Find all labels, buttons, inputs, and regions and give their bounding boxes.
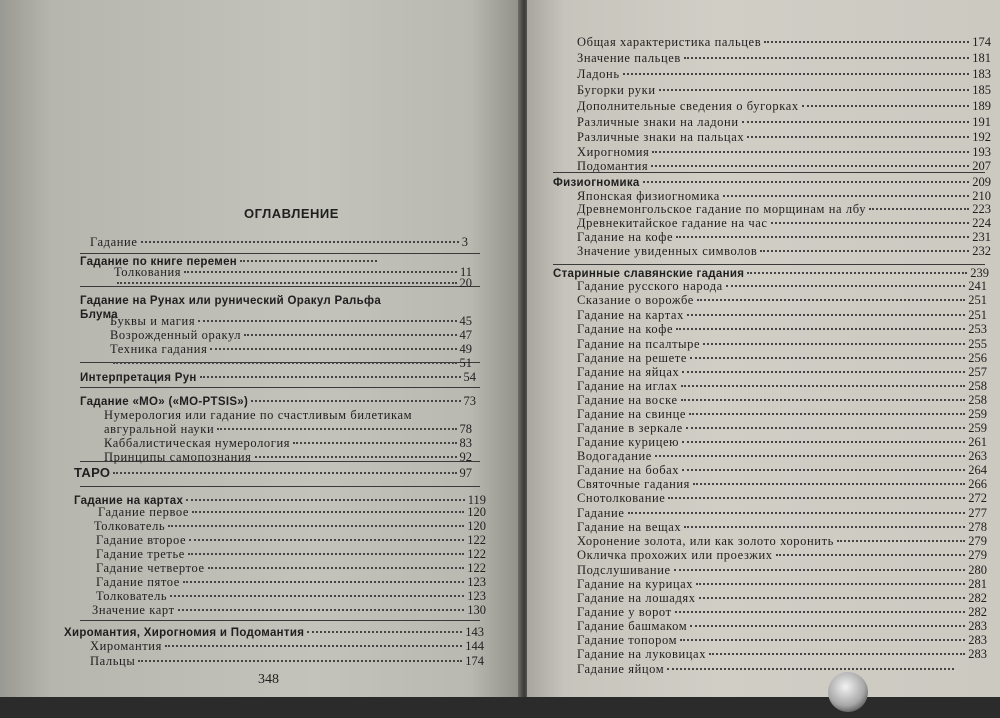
toc-entry-page: 272 [968, 491, 987, 505]
toc-entry-text: Древнекитайское гадание на час [577, 216, 768, 230]
toc-entry-text: Старинные славянские гадания [553, 268, 745, 280]
toc-entry-text: Хоронение золота, или как золото хоронить [577, 534, 834, 548]
toc-entry-page: 255 [968, 337, 987, 351]
dot-leader [699, 597, 966, 599]
dot-leader [682, 469, 965, 471]
dot-leader [747, 272, 967, 274]
toc-entry-page: 278 [968, 520, 987, 534]
toc-entry-page: 54 [463, 370, 476, 384]
toc-entry-page: 183 [972, 67, 991, 81]
dot-leader [184, 271, 457, 273]
toc-entry-page: 122 [467, 561, 486, 575]
toc-entry-text: Толкователь [94, 519, 166, 533]
toc-entry-page: 73 [463, 394, 476, 408]
right-page [527, 0, 1000, 697]
toc-entry-text: Нумерология или гадание по счастливым билетикам [104, 408, 413, 422]
toc-entry [577, 66, 991, 82]
toc-entry-page: 143 [465, 625, 484, 639]
toc-entry-text: Возрожденный оракул [110, 328, 242, 342]
toc-entry-page: 123 [467, 589, 486, 603]
dot-leader [170, 595, 464, 597]
toc-entry-text: Гадание у ворот [577, 605, 672, 619]
toc-entry [90, 234, 468, 250]
toc-entry [577, 158, 991, 174]
dot-leader [680, 639, 965, 641]
dot-leader [690, 625, 965, 627]
toc-entry-text: Физиогномика [553, 177, 640, 189]
dot-leader [703, 343, 965, 345]
toc-entry-page: 283 [968, 633, 987, 647]
toc-entry [577, 50, 991, 66]
toc-entry-page: 51 [459, 356, 472, 370]
toc-entry-text: Гадание на бобах [577, 463, 680, 477]
toc-entry-text: Различные знаки на ладони [577, 115, 739, 129]
toc-entry-text: Гадание на кофе [577, 230, 674, 244]
toc-entry-text: Гадание русского народа [577, 279, 723, 293]
toc-entry-text: Гадание в зеркале [577, 421, 683, 435]
dot-leader [240, 260, 377, 262]
toc-entry-page: 181 [972, 51, 991, 65]
toc-entry-page: 251 [968, 308, 987, 322]
toc-entry-text: Буквы и магия [110, 314, 196, 328]
toc-entry-text: Толкования [114, 265, 182, 279]
toc-entry-page: 122 [467, 533, 486, 547]
dot-leader [684, 57, 969, 59]
toc-entry-text: Гадание на лошадях [577, 591, 696, 605]
toc-entry-page: 189 [972, 99, 991, 113]
dot-leader [113, 362, 457, 364]
dot-leader [186, 499, 465, 501]
toc-entry-text: Гадание третье [96, 547, 185, 561]
toc-entry [577, 34, 991, 50]
toc-entry-text: Гадание на картах [74, 495, 184, 507]
dot-leader [113, 472, 456, 474]
dot-leader [165, 645, 462, 647]
toc-entry-page: 210 [972, 189, 991, 203]
toc-entry-text: Гадание [90, 235, 138, 249]
toc-title: ОГЛАВЛЕНИЕ [244, 206, 339, 221]
toc-entry-page: 207 [972, 159, 991, 173]
toc-entry-page: 47 [459, 328, 472, 342]
dot-leader [244, 334, 456, 336]
dot-leader [117, 282, 457, 284]
toc-entry-text: Техника гадания [110, 342, 208, 356]
toc-entry-page: 279 [968, 534, 987, 548]
dot-leader [141, 241, 459, 243]
toc-entry-page: 241 [968, 279, 987, 293]
dot-leader [200, 376, 461, 378]
dot-leader [686, 427, 966, 429]
toc-entry-page: 83 [459, 436, 472, 450]
toc-entry-page: 92 [459, 450, 472, 464]
toc-entry-page: 174 [465, 654, 484, 668]
dot-leader [659, 89, 970, 91]
toc-entry-text: Древнемонгольское гадание по морщинам на лбу [577, 202, 867, 216]
dot-leader [168, 525, 464, 527]
toc-entry-page: 97 [459, 466, 472, 480]
dot-leader [183, 581, 464, 583]
toc-entry-text: Гадание второе [96, 533, 187, 547]
dot-leader [293, 442, 456, 444]
toc-entry [577, 292, 987, 308]
toc-entry-page: 259 [968, 421, 987, 435]
toc-entry-text: Святочные гадания [577, 477, 691, 491]
dot-leader [689, 413, 965, 415]
toc-entry [92, 602, 486, 618]
dot-leader [687, 314, 965, 316]
toc-entry-text: Гадание на решете [577, 351, 687, 365]
toc-entry-text: Ладонь [577, 67, 620, 81]
toc-entry-text: Гадание на свинце [577, 407, 687, 421]
toc-entry-text: Сказание о ворожбе [577, 293, 694, 307]
toc-entry-text: Гадание на вещах [577, 520, 682, 534]
dot-leader [771, 222, 970, 224]
toc-entry [577, 646, 987, 662]
toc-entry-page: 258 [968, 379, 987, 393]
toc-entry-text: Принципы самопознания [104, 450, 252, 464]
toc-entry-text: Интерпретация Рун [80, 372, 197, 384]
toc-entry-text: Гадание яйцом [577, 662, 665, 676]
toc-entry-page: 123 [467, 575, 486, 589]
dot-leader [802, 105, 970, 107]
section-rule [80, 620, 480, 621]
toc-entry-page: 266 [968, 477, 987, 491]
dot-leader [676, 236, 969, 238]
toc-entry-page: 130 [467, 603, 486, 617]
toc-entry-text: Каббалистическая нумерология [104, 436, 291, 450]
section-rule [80, 387, 480, 388]
toc-entry-text: Гадание «МО» («МО-PTSIS») [80, 396, 249, 408]
toc-entry-page: 256 [968, 351, 987, 365]
toc-entry [577, 82, 991, 98]
dot-leader [682, 441, 965, 443]
dot-leader [652, 151, 969, 153]
toc-entry-page: 192 [972, 130, 991, 144]
toc-entry-text: Гадание пятое [96, 575, 180, 589]
toc-entry-text: Гадание на воске [577, 393, 678, 407]
dot-leader [668, 497, 965, 499]
dot-leader [651, 165, 969, 167]
toc-entry-text: Снотолкование [577, 491, 666, 505]
toc-entry-text: Хиромантия, Хирогномия и Подомантия [64, 627, 305, 639]
toc-entry-page: 261 [968, 435, 987, 449]
section-rule [80, 486, 480, 487]
dot-leader [655, 455, 965, 457]
toc-entry [577, 547, 987, 563]
toc-entry-text: Хирогномия [577, 145, 650, 159]
toc-entry [577, 321, 987, 337]
toc-entry-text: Гадание топором [577, 633, 678, 647]
dot-leader [726, 285, 965, 287]
toc-entry-page: 224 [972, 216, 991, 230]
toc-entry-page: 191 [972, 115, 991, 129]
dot-leader [628, 512, 966, 514]
dot-leader [747, 136, 969, 138]
toc-entry-text: Гадание по книге перемен [80, 256, 238, 268]
toc-entry-text: Гадание курицею [577, 435, 680, 449]
toc-section [80, 369, 476, 385]
toc-entry-text: Окличка прохожих или проезжих [577, 548, 773, 562]
toc-entry-text: Общая характеристика пальцев [577, 35, 762, 49]
toc-entry-text: Значение карт [92, 603, 175, 617]
dot-leader [684, 526, 965, 528]
toc-entry-page: 49 [459, 342, 472, 356]
toc-entry-text: Бугорки руки [577, 83, 656, 97]
toc-entry-page: 282 [968, 605, 987, 619]
dot-leader [674, 569, 966, 571]
dot-leader [251, 400, 460, 402]
dot-leader [760, 250, 969, 252]
toc-entry-text: авгуральной науки [104, 422, 215, 436]
toc-entry-text: Гадание на иглах [577, 379, 678, 393]
toc-entry-text: Подслушивание [577, 563, 671, 577]
toc-entry-page: 231 [972, 230, 991, 244]
toc-entry-text: Пальцы [90, 654, 136, 668]
toc-entry-page: 239 [970, 266, 989, 280]
toc-entry-text: Гадание на кофе [577, 322, 674, 336]
toc-entry-text: ТАРО [74, 465, 111, 480]
page-number: 348 [258, 672, 279, 687]
dot-leader [307, 631, 462, 633]
toc-entry-page: 119 [467, 493, 486, 507]
dot-leader [776, 554, 966, 556]
toc-entry [577, 490, 987, 506]
toc-entry-page: 264 [968, 463, 987, 477]
dot-leader [690, 357, 965, 359]
dot-leader [208, 567, 465, 569]
toc-entry-page: 3 [461, 235, 468, 249]
dot-leader [723, 195, 969, 197]
toc-entry-text: Гадание на курицах [577, 577, 694, 591]
toc-entry-text: Различные знаки на пальцах [577, 130, 745, 144]
toc-entry [577, 243, 991, 259]
toc-entry [577, 98, 991, 114]
toc-entry-text: Гадание первое [98, 505, 190, 519]
dot-leader [667, 668, 954, 670]
dot-leader [696, 583, 965, 585]
toc-entry-text: Гадание [577, 506, 625, 520]
toc-entry-text: Гадание на Рунах или рунический Оракул Ральфа [80, 295, 382, 307]
dot-leader [192, 511, 464, 513]
toc-entry-page: 281 [968, 577, 987, 591]
dot-leader [764, 41, 969, 43]
toc-entry-page: 120 [467, 505, 486, 519]
toc-entry-text: Подомантия [577, 159, 649, 173]
dot-leader [681, 399, 966, 401]
toc-entry-page: 223 [972, 202, 991, 216]
toc-entry-page: 263 [968, 449, 987, 463]
toc-entry-text: Дополнительные сведения о бугорках [577, 99, 799, 113]
toc-entry [104, 449, 472, 465]
toc-entry-page: 122 [467, 547, 486, 561]
toc-entry-page: 78 [459, 422, 472, 436]
toc-entry-text: Гадание на псалтыре [577, 337, 701, 351]
toc-entry-page: 232 [972, 244, 991, 258]
dot-leader [189, 539, 464, 541]
dot-leader [676, 328, 965, 330]
dot-leader [682, 371, 965, 373]
toc-entry-page: 251 [968, 293, 987, 307]
toc-entry-page: 282 [968, 591, 987, 605]
toc-entry [114, 275, 472, 291]
toc-entry [577, 129, 991, 145]
dot-leader [709, 653, 965, 655]
toc-entry-text: Гадание башмаком [577, 619, 688, 633]
toc-entry-text: Японская физиогномика [577, 189, 720, 203]
toc-entry-page: 257 [968, 365, 987, 379]
toc-entry-text: Значение пальцев [577, 51, 681, 65]
toc-entry [90, 653, 484, 669]
toc-entry-page: 174 [972, 35, 991, 49]
dot-leader [623, 73, 970, 75]
toc-entry-page: 20 [459, 276, 472, 290]
toc-entry-page: 259 [968, 407, 987, 421]
toc-entry-page: 11 [459, 265, 472, 279]
toc-entry-page: 144 [465, 639, 484, 653]
toc-entry [90, 638, 484, 654]
toc-entry-page: 283 [968, 619, 987, 633]
dot-leader [198, 320, 456, 322]
toc-entry [577, 114, 991, 130]
toc-entry-text: Гадание на яйцах [577, 365, 680, 379]
toc-entry-page: 253 [968, 322, 987, 336]
toc-section [74, 465, 472, 481]
toc-entry-text: Гадание на луковицах [577, 647, 707, 661]
dot-leader [869, 208, 969, 210]
dot-leader [742, 121, 970, 123]
toc-entry-page: 45 [459, 314, 472, 328]
toc-entry-text: Толкователь [96, 589, 168, 603]
toc-entry-text: Хиромантия [90, 639, 162, 653]
dot-leader [210, 348, 456, 350]
toc-entry-text: Водогадание [577, 449, 652, 463]
dot-leader [697, 299, 965, 301]
toc-entry-page: 209 [972, 175, 991, 189]
toc-entry-page: 258 [968, 393, 987, 407]
toc-entry-text: Гадание на картах [577, 308, 684, 322]
toc-entry-page: 280 [968, 563, 987, 577]
toc-entry-text: Значение увиденных символов [577, 244, 758, 258]
toc-entry-page: 279 [968, 548, 987, 562]
dot-leader [681, 385, 966, 387]
dot-leader [217, 428, 456, 430]
toc-entry-text: Блума [80, 309, 118, 321]
dot-leader [693, 483, 965, 485]
dot-leader [675, 611, 966, 613]
toc-entry-page: 277 [968, 506, 987, 520]
dot-leader [188, 553, 464, 555]
toc-entry-page: 283 [968, 647, 987, 661]
dot-leader [255, 456, 457, 458]
dot-leader [178, 609, 465, 611]
toc-entry [577, 661, 957, 677]
toc-entry-page: 120 [467, 519, 486, 533]
dot-leader [138, 660, 462, 662]
toc-entry-page: 193 [972, 145, 991, 159]
toc-entry-page: 185 [972, 83, 991, 97]
dot-leader [837, 540, 965, 542]
dot-leader [643, 181, 970, 183]
toc-entry-text: Гадание четвертое [96, 561, 205, 575]
